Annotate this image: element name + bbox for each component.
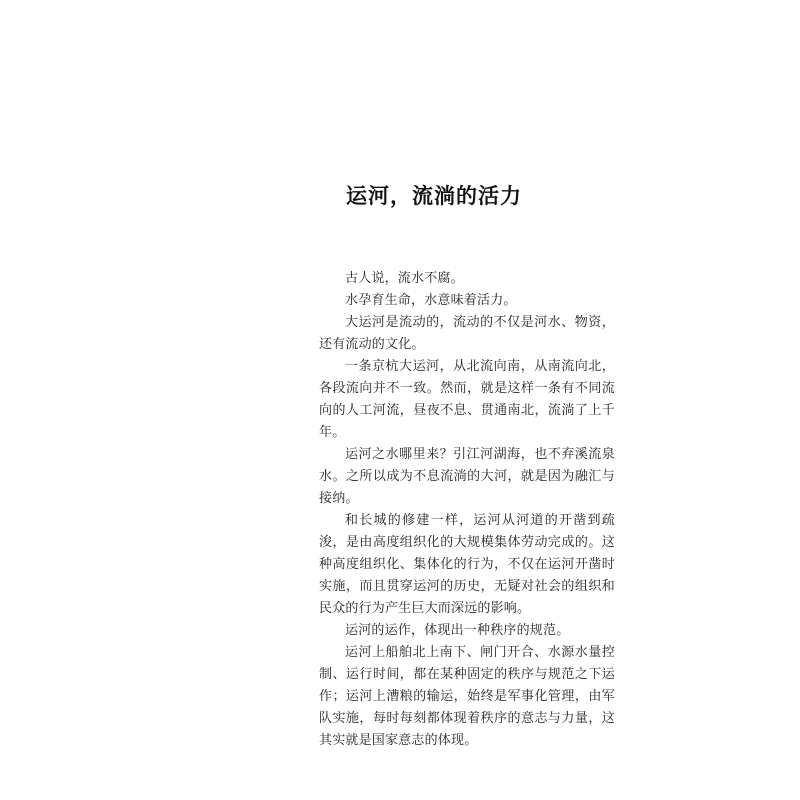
paragraph: 水孕育生命，水意味着活力。 [345, 293, 517, 308]
paragraph: 运河之水哪里来？引江河湖海，也不弃溪流泉水。之所以成为不息流淌的大河，就是因为融汇与接纳。 [319, 447, 615, 506]
paragraph: 运河的运作，体现出一种秩序的规范。 [345, 623, 570, 638]
paragraph: 运河上船舶北上南下、闸门开合、水源水量控制、运行时间，都在某种固定的秩序与规范之下运作；运河上漕粮的输运，始终是军事化管理，由军队实施，每时每刻都体现着秩序的意志与力量，这其实就是国家意志的体现。 [319, 645, 615, 748]
paragraph: 和长城的修建一样，运河从河道的开凿到疏浚，是由高度组织化的大规模集体劳动完成的。这种高度组织化、集体化的行为，不仅在运河开凿时实施，而且贯穿运河的历史，无疑对社会的组织和民众的行为产生巨大而深远的影响。 [319, 513, 615, 616]
paragraph: 古人说，流水不腐。 [345, 271, 464, 286]
paragraph: 一条京杭大运河，从北流向南，从南流向北，各段流向并不一致。然而，就是这样一条有不同流向的人工河流，昼夜不息、贯通南北，流淌了上千年。 [319, 359, 615, 440]
chapter-title: 运河，流淌的活力 [346, 184, 522, 208]
chapter-body [319, 268, 615, 752]
paragraph: 大运河是流动的，流动的不仅是河水、物资，还有流动的文化。 [319, 315, 615, 352]
